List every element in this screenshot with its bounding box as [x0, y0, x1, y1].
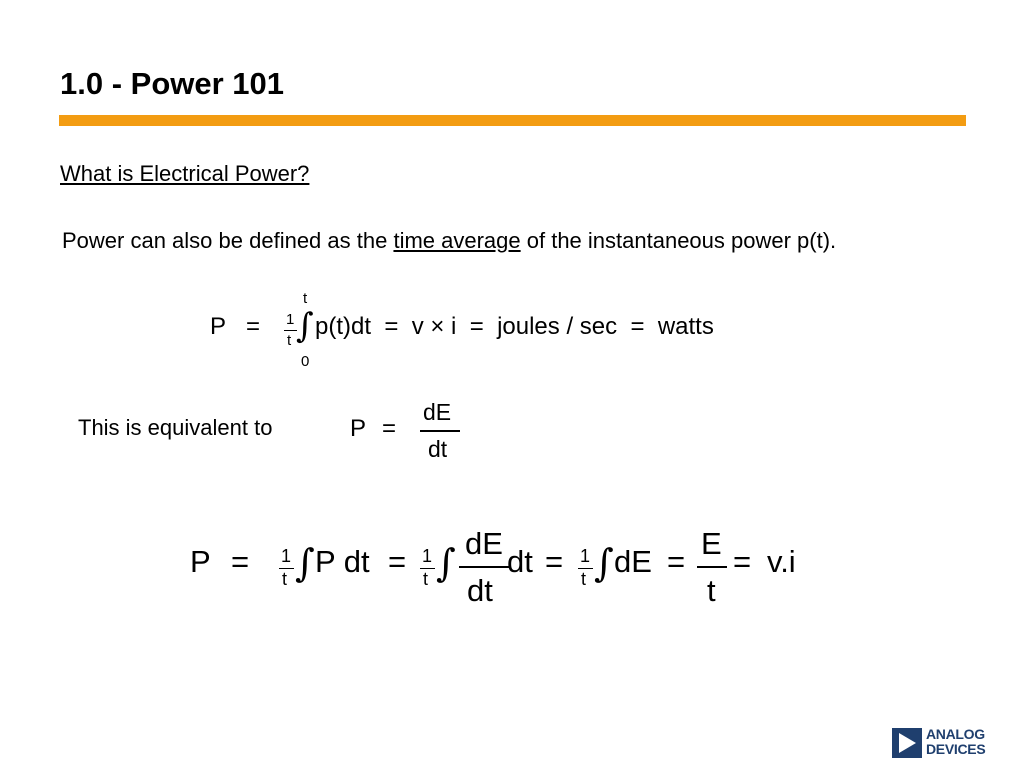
- eq3-equals-5: =: [733, 544, 752, 579]
- eq1-lhs: P: [210, 313, 227, 340]
- eq3-term2-num: dE: [465, 526, 503, 561]
- eq3-frac1-den: t: [282, 569, 288, 589]
- eq1-lower-limit: 0: [301, 353, 310, 370]
- eq3-term2-tail: dt: [507, 544, 533, 579]
- eq3-term3: dE: [614, 544, 652, 579]
- eq2-lhs: P: [350, 415, 367, 442]
- slide-title: 1.0 - Power 101: [60, 66, 285, 101]
- logo-line-2: DEVICES: [926, 741, 986, 757]
- eq3-frac2-num: 1: [422, 546, 433, 566]
- eq3-equals-4: =: [667, 544, 686, 579]
- definition-emphasis: time average: [393, 228, 521, 253]
- eq3-frac3-den: t: [581, 569, 587, 589]
- logo-mark-icon: [892, 728, 922, 758]
- eq3-term4-bar: [697, 566, 727, 568]
- eq3-equals-3: =: [545, 544, 564, 579]
- eq3-term4-den: t: [707, 573, 716, 608]
- eq2-numerator: dE: [423, 399, 452, 425]
- eq1-equals: =: [246, 313, 261, 340]
- eq3-term1: P dt: [315, 544, 370, 579]
- eq3-integral-3: ∫: [594, 541, 614, 585]
- equivalence-label: This is equivalent to: [78, 415, 273, 440]
- eq2-denominator: dt: [428, 436, 448, 462]
- eq3-frac1-num: 1: [281, 546, 292, 566]
- eq3-term2-den: dt: [467, 573, 493, 608]
- eq3-term2-bar: [459, 566, 509, 568]
- eq1-upper-limit: t: [303, 290, 308, 307]
- logo-line-1: ANALOG: [926, 726, 985, 742]
- eq1-integral-sign: ∫: [296, 306, 314, 346]
- eq3-equals-2: =: [388, 544, 407, 579]
- eq1-frac-num: 1: [286, 311, 295, 328]
- eq3-frac3-num: 1: [580, 546, 591, 566]
- eq3-result: v.i: [767, 544, 796, 579]
- eq1-rhs: p(t)dt = v × i = joules / sec = watts: [315, 313, 714, 340]
- logo-triangle-icon: [892, 728, 922, 758]
- eq3-integral-1: ∫: [295, 541, 315, 585]
- eq3-equals-1: =: [231, 544, 250, 579]
- eq3-lhs: P: [190, 544, 211, 579]
- section-heading: What is Electrical Power?: [60, 161, 310, 186]
- eq3-frac2-den: t: [423, 569, 429, 589]
- logo-wordmark: [926, 727, 985, 757]
- definition-before: Power can also be defined as the: [62, 228, 394, 253]
- eq1-frac-den: t: [287, 332, 292, 349]
- eq2-equals: =: [382, 415, 397, 442]
- eq3-term4-num: E: [701, 526, 722, 561]
- company-logo: [892, 726, 996, 758]
- eq3-integral-2: ∫: [436, 541, 456, 585]
- definition-after: of the instantaneous power p(t).: [520, 228, 837, 253]
